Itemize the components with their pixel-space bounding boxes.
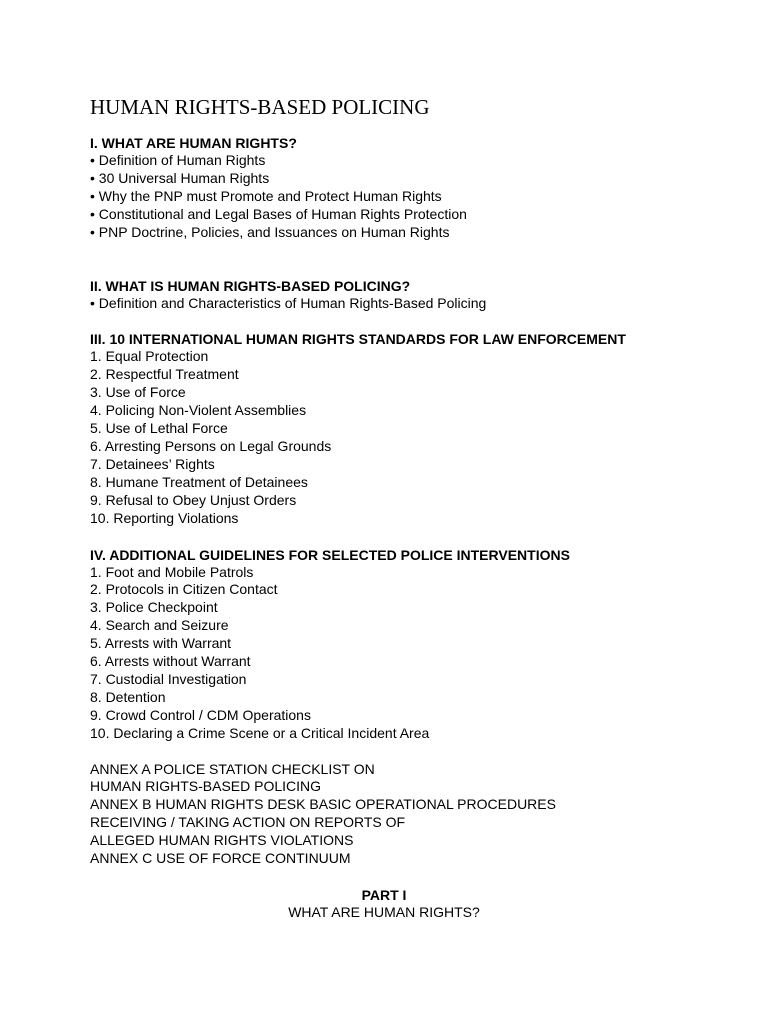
list-item: 10. Declaring a Crime Scene or a Critical Incident Area	[90, 724, 430, 741]
list-item: 2. Respectful Treatment	[90, 366, 239, 383]
annex-line: HUMAN RIGHTS-BASED POLICING	[90, 778, 322, 795]
section-heading: IV. ADDITIONAL GUIDELINES FOR SELECTED POLICE INTERVENTIONS	[90, 546, 570, 563]
annex-line: RECEIVING / TAKING ACTION ON REPORTS OF	[90, 814, 406, 831]
annex-line: ANNEX B HUMAN RIGHTS DESK BASIC OPERATIONAL PROCEDURES	[90, 796, 556, 813]
annex-line: ANNEX A POLICE STATION CHECKLIST ON	[90, 760, 375, 777]
list-item: 9. Crowd Control / CDM Operations	[90, 706, 311, 723]
part-subtitle: WHAT ARE HUMAN RIGHTS?	[288, 904, 480, 920]
annex-line: ANNEX C USE OF FORCE CONTINUUM	[90, 850, 351, 867]
annex-line: ALLEGED HUMAN RIGHTS VIOLATIONS	[90, 832, 354, 849]
section-additional-guidelines	[90, 546, 730, 743]
section-what-are-human-rights	[90, 134, 730, 242]
list-item: 6. Arresting Persons on Legal Grounds	[90, 437, 332, 454]
list-item: 8. Detention	[90, 688, 166, 705]
document-title: HUMAN RIGHTS-BASED POLICING	[90, 95, 430, 119]
list-item: 4. Policing Non-Violent Assemblies	[90, 402, 307, 419]
list-item: 7. Custodial Investigation	[90, 670, 247, 687]
section-heading: I. WHAT ARE HUMAN RIGHTS?	[90, 135, 297, 151]
list-item: 7. Detainees’ Rights	[90, 455, 215, 472]
list-item: 1. Equal Protection	[90, 348, 209, 365]
document-page	[90, 94, 730, 868]
list-item: 2. Protocols in Citizen Contact	[90, 581, 278, 598]
list-item: • Definition and Characteristics of Human Rights-Based Policing	[90, 294, 487, 311]
section-human-rights-based-policing	[90, 277, 730, 313]
annex-list	[90, 761, 730, 868]
list-item: 1. Foot and Mobile Patrols	[90, 563, 254, 580]
list-item: 8. Humane Treatment of Detainees	[90, 473, 308, 490]
list-item: 5. Arrests with Warrant	[90, 635, 232, 652]
part-heading-block	[0, 886, 768, 922]
list-item: • Why the PNP must Promote and Protect Human Rights	[90, 187, 442, 204]
list-item: 9. Refusal to Obey Unjust Orders	[90, 491, 297, 508]
list-item: • PNP Doctrine, Policies, and Issuances on Human Rights	[90, 223, 450, 240]
list-item: 10. Reporting Violations	[90, 509, 239, 526]
list-item: 6. Arrests without Warrant	[90, 653, 251, 670]
section-heading: II. WHAT IS HUMAN RIGHTS-BASED POLICING?	[90, 277, 411, 294]
list-item: 3. Police Checkpoint	[90, 599, 218, 616]
list-item: • 30 Universal Human Rights	[90, 169, 270, 186]
list-item: • Definition of Human Rights	[90, 152, 266, 168]
list-item: 4. Search and Seizure	[90, 617, 229, 634]
section-international-standards	[90, 330, 730, 527]
list-item: 3. Use of Force	[90, 384, 186, 401]
part-label: PART I	[361, 887, 407, 903]
section-heading: III. 10 INTERNATIONAL HUMAN RIGHTS STANDARDS FOR LAW ENFORCEMENT	[90, 331, 626, 348]
list-item: • Constitutional and Legal Bases of Human Rights Protection	[90, 205, 467, 222]
list-item: 5. Use of Lethal Force	[90, 420, 228, 437]
